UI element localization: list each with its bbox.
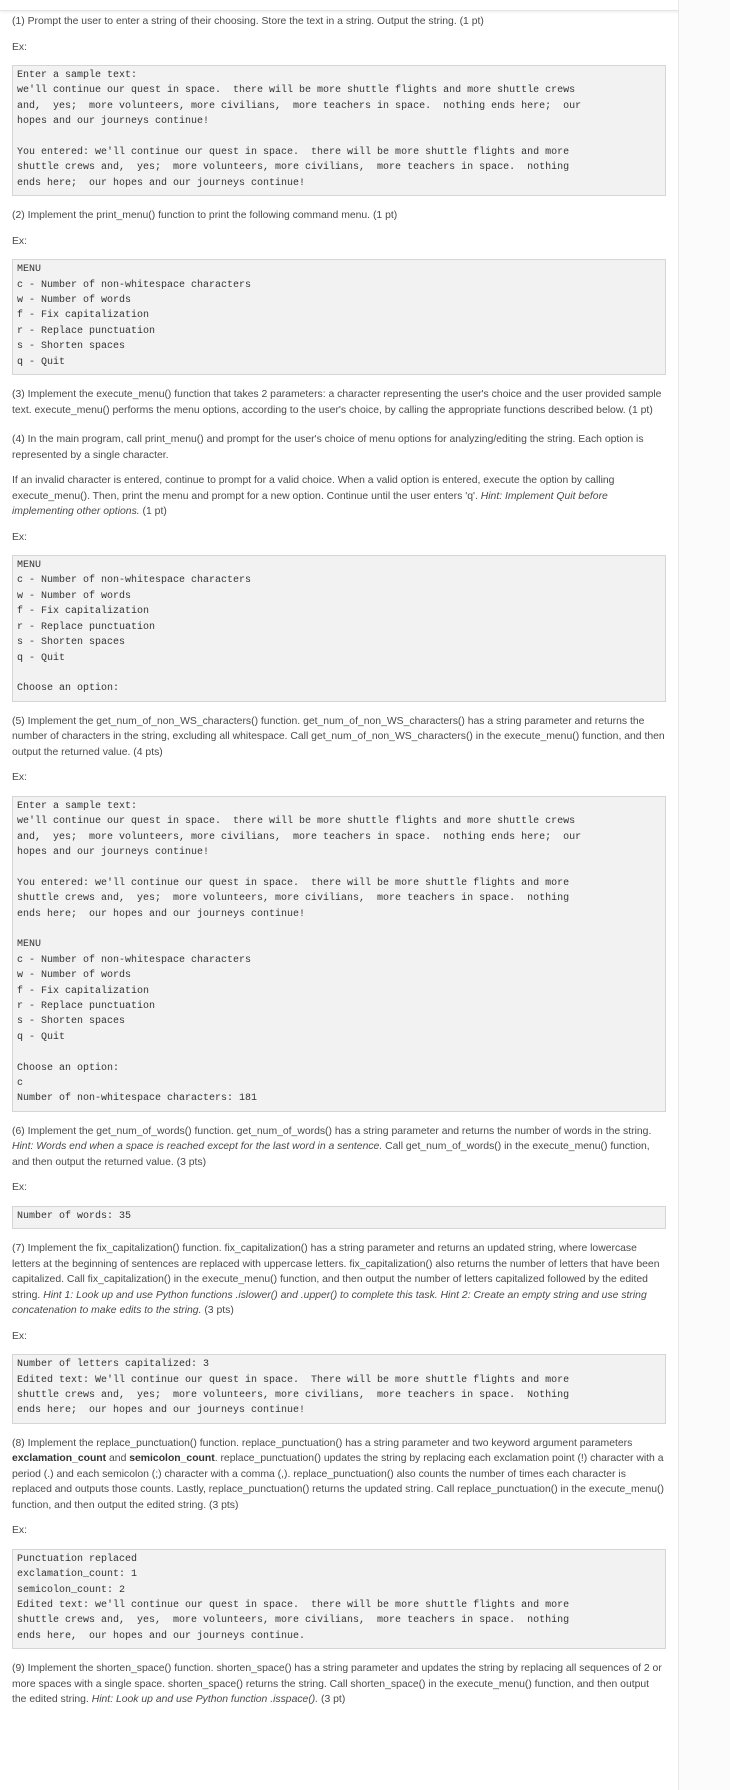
example-label: Ex: [12, 531, 28, 543]
code-line: and, yes; more volunteers, more civilians, more teachers in space. nothing ends here; our [17, 100, 582, 112]
code-example-1 [12, 65, 666, 196]
step-2-text: (2) Implement the print_menu() function to print the following command menu. (1 pt) [12, 210, 398, 222]
step-3-text: (3) Implement the execute_menu() function that takes 2 parameters: a character representing the user's choice and the user provided sample text. execute_menu() performs the menu options, according to the user's choice, by calling the appropriate functions described below. (1 pt) [12, 389, 662, 416]
top-bar [0, 0, 730, 11]
step-7-text [12, 1241, 666, 1319]
right-panel [678, 0, 730, 1790]
code-line: c [17, 1077, 24, 1089]
code-line: Edited text: We'll continue our quest in space. There will be more shuttle flights and more [17, 1374, 570, 1386]
code-line: Choose an option: [17, 1062, 120, 1074]
step-9-body: (9) Implement the shorten_space() function. shorten_space() has a string parameter and updates the string by replacing all sequences of 2 or more spaces with a single space. shorten_space() returns the string. Call shorten_space() in the execute_menu() function, and then output the edited string. [12, 1663, 662, 1706]
code-line: r - Replace punctuation [17, 1000, 156, 1012]
step-9-hint: Hint: Look up and use Python function .isspace(). [91, 1694, 319, 1706]
code-line: r - Replace punctuation [17, 325, 156, 337]
code-line: f - Fix capitalization [17, 985, 150, 997]
code-line: f - Fix capitalization [17, 310, 150, 322]
code-line: c - Number of non-whitespace characters [17, 954, 252, 966]
step-6-body-2: Call get_num_of_words() in the execute_menu() function, and then output the returned value. (3 pts) [12, 1141, 650, 1168]
assignment-content [12, 14, 666, 1718]
code-line: MENU [17, 560, 42, 572]
param-exclamation-count: exclamation_count [12, 1453, 107, 1465]
code-line: shuttle crews and, yes, more volunteers, more civilians, more teachers in space. nothing [17, 1615, 570, 1627]
code-line: q - Quit [17, 652, 66, 664]
code-line: s - Shorten spaces [17, 637, 126, 649]
step-8-body: (8) Implement the replace_punctuation() function. replace_punctuation() has a string parameter and two keyword argument parameters [12, 1437, 633, 1449]
code-line: exclamation_count: 1 [17, 1569, 138, 1581]
code-line [17, 860, 661, 875]
code-line: f - Fix capitalization [17, 606, 150, 618]
code-example-2 [12, 259, 666, 375]
code-line: Edited text: we'll continue our quest in space. there will be more shuttle flights and more [17, 1600, 570, 1612]
code-line: Choose an option: [17, 683, 120, 695]
step-6-body: (6) Implement the get_num_of_words() function. get_num_of_words() has a string parameter and returns the number of words in the string. [12, 1125, 652, 1137]
code-line: q - Quit [17, 356, 66, 368]
example-label: Ex: [12, 772, 28, 784]
step-8-text [12, 1436, 666, 1514]
step-7-hint: Hint 1: Look up and use Python functions .islower() and .upper() to complete this task. Hint 2: Create an empty string and use string concatenation to make edits to the string. [12, 1289, 647, 1317]
code-line: Number of letters capitalized: 3 [17, 1359, 210, 1371]
step-1-text: (1) Prompt the user to enter a string of their choosing. Store the text in a string. Output the string. (1 pt) [12, 16, 484, 27]
code-example-7 [12, 1354, 666, 1424]
code-line: w - Number of words [17, 590, 132, 602]
code-line: MENU [17, 264, 42, 276]
code-line: shuttle crews and, yes; more volunteers, more civilians, more teachers in space. Nothing [17, 1390, 570, 1402]
example-label: Ex: [12, 1525, 28, 1537]
code-line: Number of words: 35 [17, 1210, 132, 1222]
code-line: ends here; our hopes and our journeys continue! [17, 1405, 306, 1417]
code-line: Punctuation replaced [17, 1553, 138, 1565]
step-9-text [12, 1661, 666, 1708]
code-line [17, 1045, 661, 1060]
code-example-8 [12, 1549, 666, 1649]
step-9-points: (3 pt) [318, 1694, 346, 1706]
example-label: Ex: [12, 1182, 28, 1194]
step-4-body: If an invalid character is entered, continue to prompt for a valid choice. When a valid option is entered, execute the option by calling execute_menu(). Then, print the menu and prompt for a new option. Continue until the user enters 'q'. [12, 475, 615, 502]
code-line: c - Number of non-whitespace characters [17, 279, 252, 291]
code-line: ends here, our hopes and our journeys continue. [17, 1630, 306, 1642]
code-line: c - Number of non-whitespace characters [17, 575, 252, 587]
code-line [17, 130, 661, 145]
code-line: Enter a sample text: [17, 800, 138, 812]
code-line: hopes and our journeys continue! [17, 116, 210, 128]
code-line [17, 922, 661, 937]
step-7-points: (3 pts) [201, 1305, 234, 1317]
code-line [17, 666, 661, 681]
code-line: r - Replace punctuation [17, 621, 156, 633]
code-line: MENU [17, 939, 42, 951]
code-line: we'll continue our quest in space. there will be more shuttle flights and more shuttle crews [17, 816, 576, 828]
example-label: Ex: [12, 41, 28, 53]
step-6-hint: Hint: Words end when a space is reached except for the last word in a sentence. [12, 1141, 383, 1153]
param-semicolon-count: semicolon_count [129, 1453, 215, 1465]
code-line: s - Shorten spaces [17, 341, 126, 353]
example-label: Ex: [12, 1330, 28, 1342]
example-label: Ex: [12, 235, 28, 247]
code-line: You entered: we'll continue our quest in space. there will be more shuttle flights and more [17, 147, 570, 159]
code-example-4 [12, 555, 666, 702]
step-7-body: (7) Implement the fix_capitalization() function. fix_capitalization() has a string parameter and returns an updated string, where lowercase letters at the beginning of sentences are replaced with uppercase letters. fix_capitalization() also returns the number of letters that have been capitalized. Call fix_capitalization() in the execute_menu() function, and then output the number of letters capitalized followed by the edited string. [12, 1243, 660, 1301]
code-line: ends here; our hopes and our journeys continue! [17, 908, 306, 920]
step-4-points: (1 pt) [139, 506, 167, 518]
code-line: semicolon_count: 2 [17, 1584, 126, 1596]
code-line: ends here; our hopes and our journeys continue! [17, 177, 306, 189]
code-line: s - Shorten spaces [17, 1016, 126, 1028]
step-8-and: and [106, 1453, 130, 1465]
code-line: q - Quit [17, 1031, 66, 1043]
code-line: hopes and our journeys continue! [17, 846, 210, 858]
code-line: shuttle crews and, yes; more volunteers, more civilians, more teachers in space. nothing [17, 893, 570, 905]
code-line: w - Number of words [17, 970, 132, 982]
code-line: You entered: we'll continue our quest in space. there will be more shuttle flights and more [17, 877, 570, 889]
code-line: and, yes; more volunteers, more civilians, more teachers in space. nothing ends here; our [17, 831, 582, 843]
code-line: Number of non-whitespace characters: 181 [17, 1093, 258, 1105]
code-example-5 [12, 796, 666, 1112]
step-4-hint: Hint: Implement Quit before implementing other options. [12, 490, 608, 518]
code-line: shuttle crews and, yes; more volunteers, more civilians, more teachers in space. nothing [17, 162, 570, 174]
step-5-text: (5) Implement the get_num_of_non_WS_characters() function. get_num_of_non_WS_characters() has a string parameter and returns the number of characters in the string, excluding all whitespace. Call get_num_of_non_WS_characters() in the execute_menu() function, and then output the returned value. (4 pts) [12, 715, 665, 758]
code-example-6 [12, 1206, 666, 1229]
step-8-body-2: . replace_punctuation() updates the string by replacing each exclamation point (!) character with a period (.) and each semicolon (;) character with a comma (,). replace_punctuation() also counts the number of times each character is replaced and outputs those counts. Lastly, replace_punctuation() returns the updated string. Call replace_punctuation() in the execute_menu() function, and then output the edited string. (3 pts) [12, 1453, 664, 1511]
step-6-text [12, 1124, 666, 1171]
step-4-text-2 [12, 473, 666, 520]
code-line: w - Number of words [17, 295, 132, 307]
step-4-text: (4) In the main program, call print_menu() and prompt for the user's choice of menu options for analyzing/editing the string. Each option is represented by a single character. [12, 434, 644, 461]
code-line: we'll continue our quest in space. there will be more shuttle flights and more shuttle crews [17, 85, 576, 97]
code-line: Enter a sample text: [17, 70, 138, 81]
